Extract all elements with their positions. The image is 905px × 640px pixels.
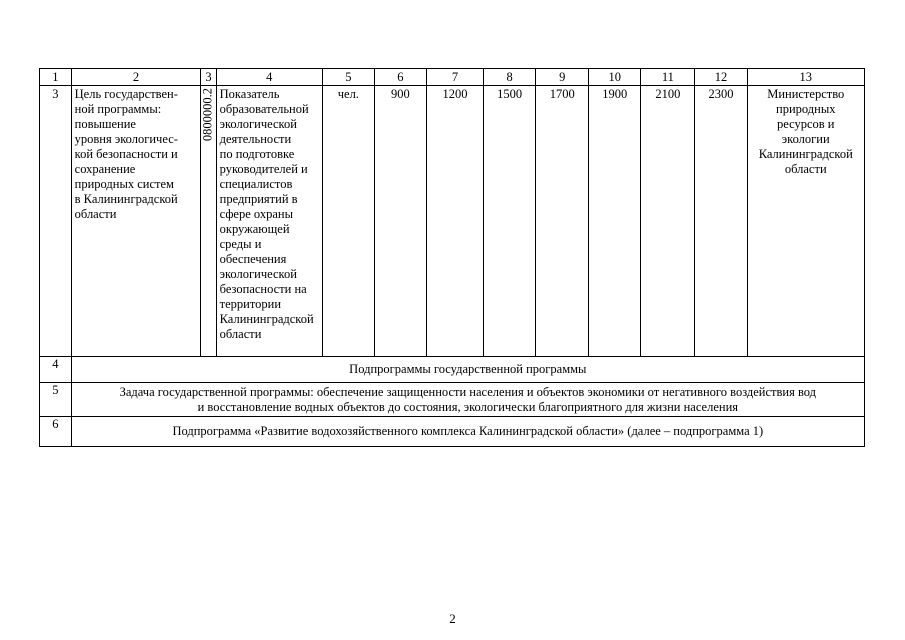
subprograms-heading-row <box>40 357 865 383</box>
subprogram-title: Подпрограмма «Развитие водохозяйственного комплекса Калининградской области» (далее – подпрограмма 1) <box>71 417 864 447</box>
column-number: 2 <box>71 69 201 86</box>
subprograms-heading: Подпрограммы государственной программы <box>71 357 864 383</box>
value-cell: 2300 <box>695 86 747 357</box>
code-cell <box>201 86 216 357</box>
program-task-row <box>40 383 865 417</box>
goal-row <box>40 86 865 357</box>
value-cell: 1500 <box>484 86 536 357</box>
program-goal-cell: Цель государствен- ной программы: повышение уровня экологичес- кой безопасности и сохранение природных систем в Калининградской области <box>71 86 201 357</box>
value-cell: 2100 <box>641 86 695 357</box>
column-number: 11 <box>641 69 695 86</box>
value-cell: 900 <box>374 86 426 357</box>
subprogram-row <box>40 417 865 447</box>
column-number-row <box>40 69 865 86</box>
row-index: 4 <box>40 357 72 383</box>
column-number: 10 <box>589 69 641 86</box>
unit-cell: чел. <box>322 86 374 357</box>
column-number: 5 <box>322 69 374 86</box>
indicator-cell: Показатель образовательной экологической деятельности по подготовке руководителей и специалистов предприятий в сфере охраны окружающей среды и обеспечения экологической безопасности на территории Калининградской области <box>216 86 322 357</box>
program-code: 0800000.2 <box>200 88 215 142</box>
column-number: 12 <box>695 69 747 86</box>
column-number: 7 <box>426 69 483 86</box>
program-table <box>39 68 865 447</box>
page-number: 2 <box>449 611 456 626</box>
column-number: 13 <box>747 69 865 86</box>
value-cell: 1900 <box>589 86 641 357</box>
row-index: 5 <box>40 383 72 417</box>
value-cell: 1700 <box>536 86 589 357</box>
column-number: 4 <box>216 69 322 86</box>
column-number: 1 <box>40 69 72 86</box>
responsible-ministry-cell: Министерство природных ресурсов и экологии Калининградской области <box>747 86 865 357</box>
column-number: 3 <box>201 69 216 86</box>
column-number: 8 <box>484 69 536 86</box>
column-number: 9 <box>536 69 589 86</box>
column-number: 6 <box>374 69 426 86</box>
row-index: 3 <box>40 86 72 357</box>
value-cell: 1200 <box>426 86 483 357</box>
program-task-text: Задача государственной программы: обеспечение защищенности населения и объектов экономики от негативного воздействия вод и восстановление водных объектов до состояния, экологически благоприятного для жизни населения <box>71 383 864 417</box>
row-index: 6 <box>40 417 72 447</box>
